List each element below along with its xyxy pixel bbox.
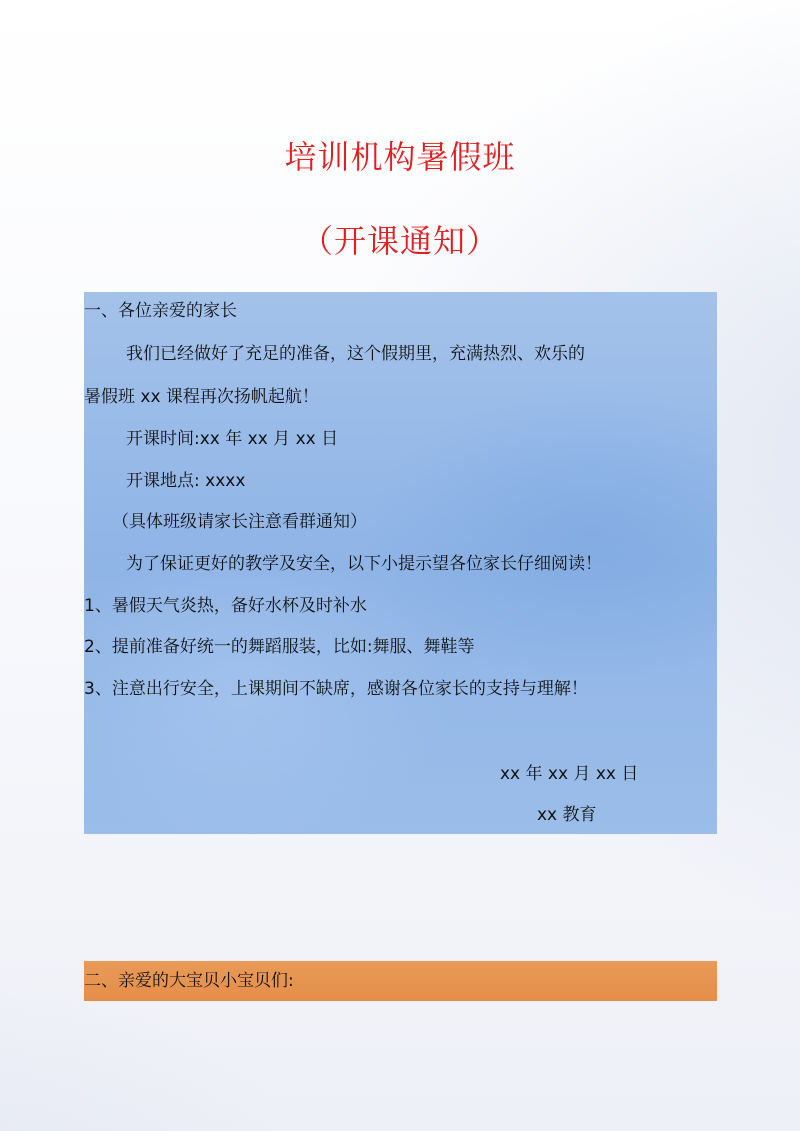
class-location: 开课地点: xxxx: [126, 471, 246, 491]
notice-date: xx 年 xx 月 xx 日: [500, 764, 639, 784]
class-start-time: 开课时间:xx 年 xx 月 xx 日: [126, 429, 339, 449]
page-title: 培训机构暑假班: [284, 138, 516, 176]
tip-item: 1、暑假天气炎热，备好水杯及时补水: [84, 596, 367, 616]
section2-bar: [84, 961, 717, 1001]
notice-organization: xx 教育: [537, 805, 597, 825]
tips-intro: 为了保证更好的教学及安全，以下小提示望各位家长仔细阅读！: [126, 554, 602, 574]
tip-item: 2、提前准备好统一的舞蹈服装，比如:舞服、舞鞋等: [84, 637, 475, 657]
group-notice-note: （具体班级请家长注意看群通知）: [112, 512, 367, 532]
notice-heading: 一、各位亲爱的家长: [84, 301, 237, 321]
tip-item: 3、注意出行安全，上课期间不缺席，感谢各位家长的支持与理解！: [84, 679, 588, 699]
notice-box: [84, 292, 717, 834]
notice-paragraph-line1: 我们已经做好了充足的准备，这个假期里，充满热烈、欢乐的: [126, 344, 585, 364]
page-subtitle: （开课通知）: [300, 222, 499, 260]
notice-paragraph-line2: 暑假班 xx 课程再次扬帆起航！: [84, 387, 319, 407]
section2-heading: 二、亲爱的大宝贝小宝贝们:: [84, 971, 294, 991]
